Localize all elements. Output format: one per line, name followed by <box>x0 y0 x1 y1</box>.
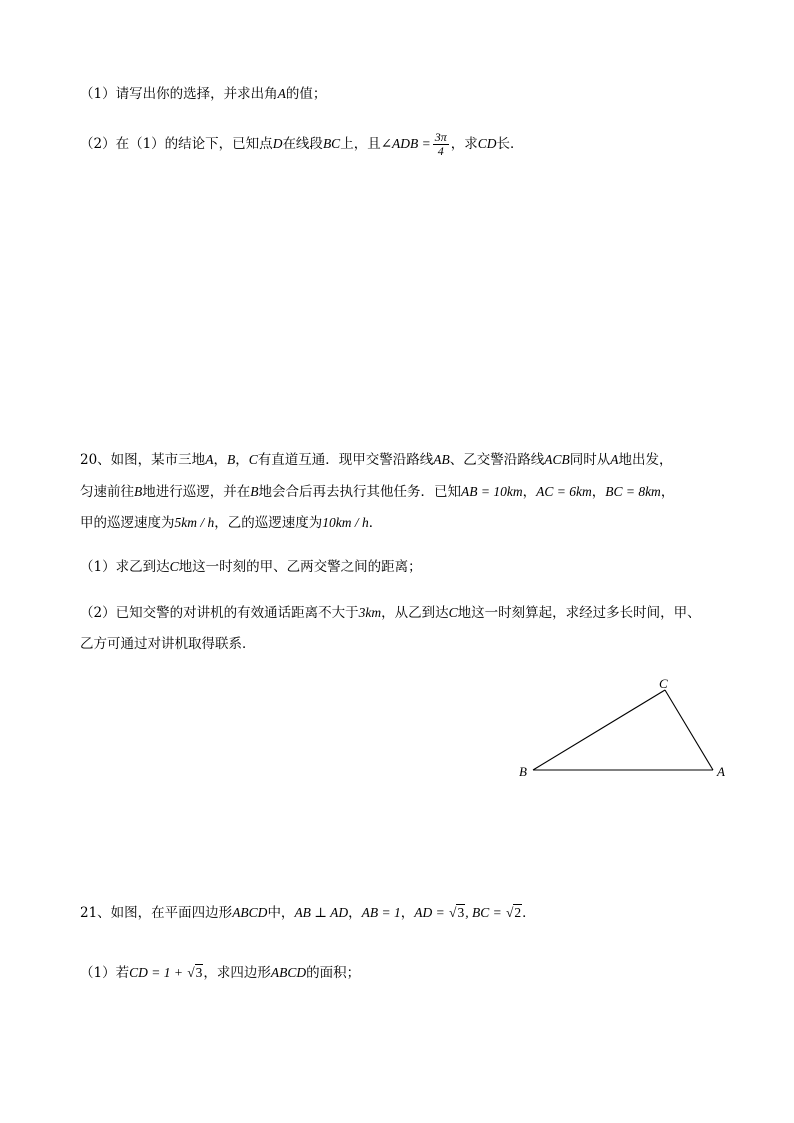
sqrt-2: √2 <box>506 905 522 920</box>
q19-part2: （2）在（1）的结论下，已知点D在线段BC上，且∠ADB = $\frac{3\pi}{4}$ ，求CD长． <box>80 130 524 158</box>
vertex-label-b: B <box>519 764 527 779</box>
vertex-label-c: C <box>659 676 668 691</box>
segment-bc <box>533 690 665 770</box>
q20-line2: 匀速前往B地进行巡逻，并在B地会合后再去执行其他任务．已知AB = 10km，AC = 6km，BC = 8km， <box>80 484 675 500</box>
q20-part2: （2）已知交警的对讲机的有效通话距离不大于3km，从乙到达C地这一时刻算起，求经过多长时间，甲、 <box>80 605 701 621</box>
triangle-figure <box>505 670 745 790</box>
q21-part1: （1）若CD = 1 + √3，求四边形ABCD的面积； <box>80 965 361 981</box>
q21-line1: 21、如图，在平面四边形ABCD中，AB ⊥ AD，AB = 1，AD = √3, BC = √2． <box>80 905 536 921</box>
q19-part1: （1）请写出你的选择，并求出角A的值； <box>80 86 327 102</box>
sqrt-3: √3 <box>449 905 465 920</box>
segment-ca <box>665 690 713 770</box>
sqrt-3-b: √3 <box>187 965 203 980</box>
q20-part2-line2: 乙方可通过对讲机取得联系． <box>80 636 256 652</box>
q20-line1: 20、如图，某市三地A，B，C有直道互通．现甲交警沿路线AB、乙交警沿路线ACB同时从A地出发， <box>80 452 673 468</box>
q20-line3: 甲的巡逻速度为5km / h，乙的巡逻速度为10km / h． <box>80 515 383 531</box>
fraction-3pi-4: $\frac{3\pi}{4}$ <box>434 130 447 158</box>
q20-part1: （1）求乙到达C地这一时刻的甲、乙两交警之间的距离； <box>80 559 422 575</box>
vertex-label-a: A <box>717 764 725 779</box>
